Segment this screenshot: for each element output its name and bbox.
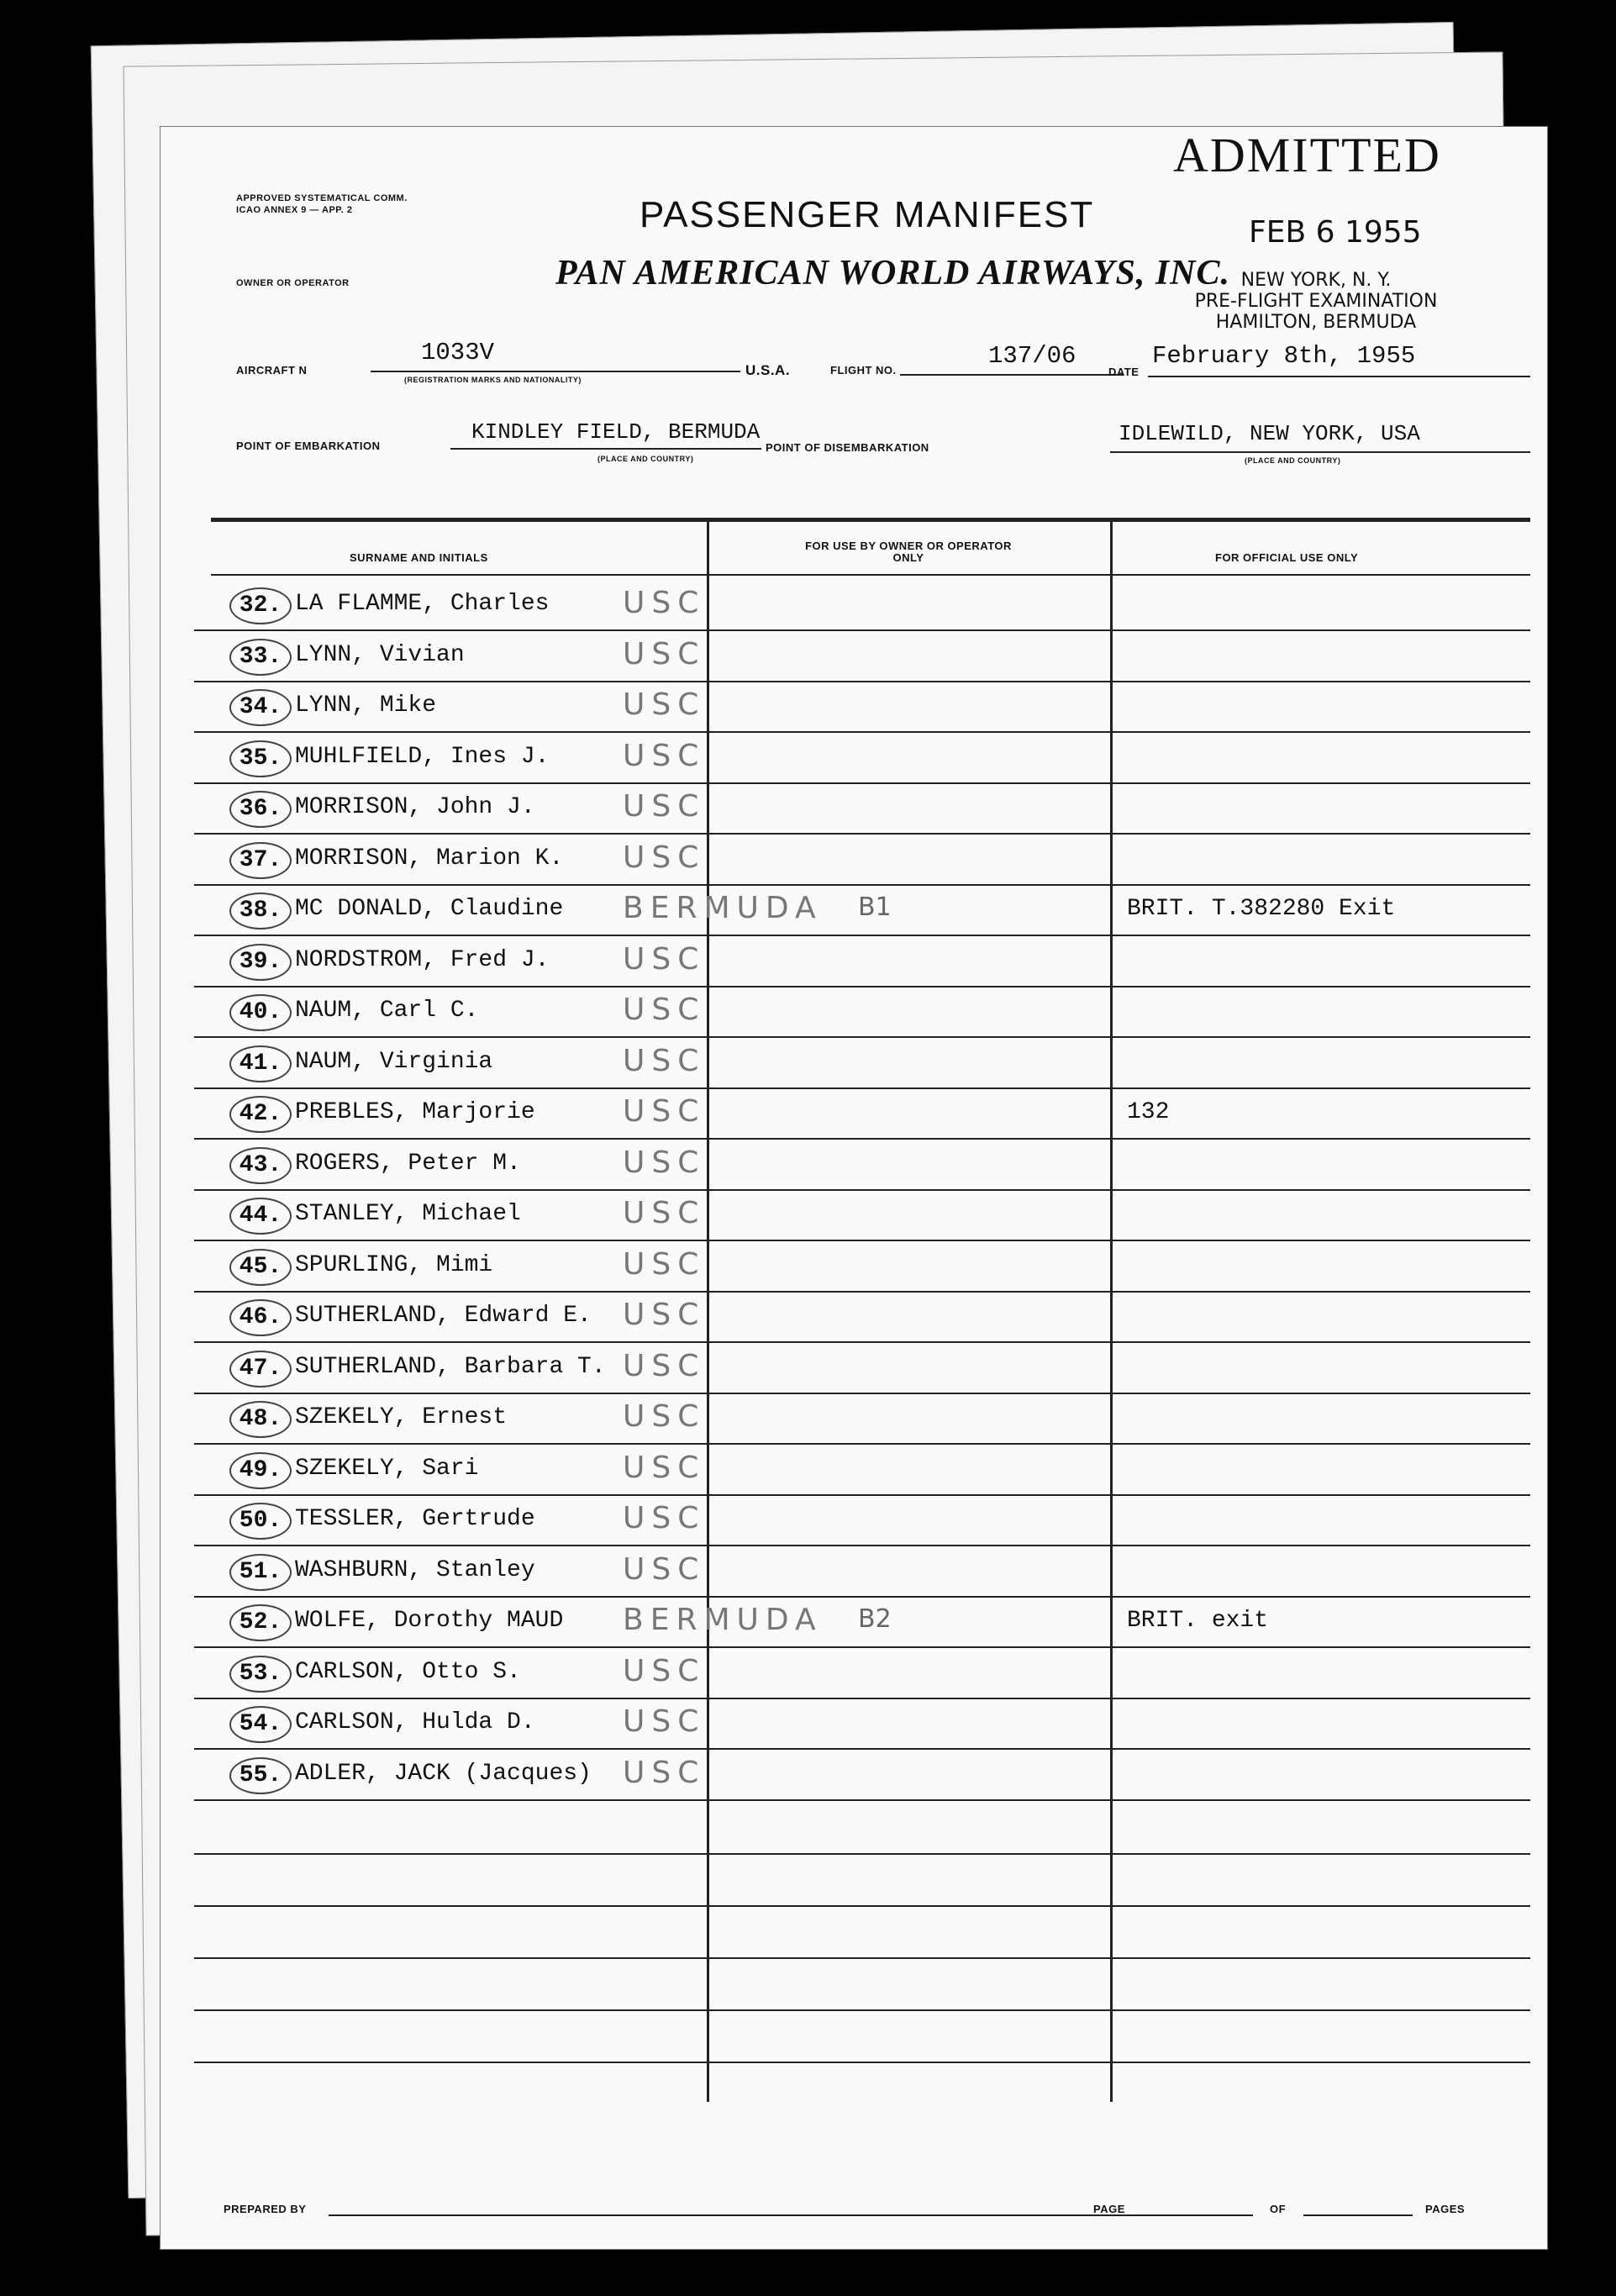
passenger-name: MUHLFIELD, Ines J. — [295, 743, 550, 770]
table-row — [194, 1344, 1530, 1394]
manifest-page — [160, 126, 1548, 2250]
row-number: 47. — [229, 1351, 292, 1388]
passenger-name: PREBLES, Marjorie — [295, 1099, 535, 1125]
passenger-name: NORDSTROM, Fred J. — [295, 946, 550, 973]
row-number: 54. — [229, 1706, 292, 1743]
stamp-date: FEB 6 1955 — [1249, 215, 1422, 250]
passenger-name: MORRISON, Marion K. — [295, 845, 564, 872]
passenger-name: NAUM, Virginia — [295, 1048, 493, 1075]
table-row — [194, 1751, 1530, 1801]
passenger-name: WOLFE, Dorothy MAUD — [295, 1608, 564, 1634]
aircraft-label: AIRCRAFT N — [236, 364, 308, 377]
stamp-line-2: PRE-FLIGHT EXAMINATION — [1194, 291, 1438, 312]
operator-code: USC — [623, 993, 706, 1027]
disembark-underline — [1110, 451, 1530, 453]
table-row — [194, 1547, 1530, 1598]
passenger-name: ADLER, JACK (Jacques) — [295, 1760, 592, 1787]
table-row — [194, 581, 1530, 631]
table-row — [194, 937, 1530, 987]
row-number: 33. — [229, 639, 292, 676]
empty-row-rule — [194, 1853, 1530, 1855]
operator-note: B2 — [858, 1604, 892, 1634]
row-number: 37. — [229, 842, 292, 879]
operator-code: USC — [623, 840, 706, 875]
aircraft-underline — [371, 371, 740, 372]
official-note: BRIT. T.382280 Exit — [1127, 896, 1396, 922]
passenger-name: MORRISON, John J. — [295, 794, 535, 820]
operator-code: USC — [623, 1501, 706, 1535]
table-row — [194, 1242, 1530, 1293]
row-number: 40. — [229, 994, 292, 1031]
row-number: 48. — [229, 1401, 292, 1438]
empty-row-rule — [194, 1957, 1530, 1959]
operator-code: BERMUDA — [623, 891, 823, 925]
date-underline — [1148, 376, 1530, 377]
operator-code: USC — [623, 636, 706, 671]
operator-code: USC — [623, 1043, 706, 1078]
empty-row-rule — [194, 1905, 1530, 1907]
embark-label: POINT OF EMBARKATION — [236, 440, 381, 452]
operator-code: USC — [623, 1094, 706, 1129]
operator-code: USC — [623, 1755, 706, 1790]
passenger-name: SZEKELY, Ernest — [295, 1404, 508, 1430]
operator-code: USC — [623, 1653, 706, 1688]
passenger-name: STANLEY, Michael — [295, 1201, 521, 1227]
date-label: DATE — [1108, 366, 1140, 378]
header-bottom-rule — [211, 574, 1530, 576]
col-surname-header: SURNAME AND INITIALS — [350, 551, 488, 564]
row-number: 45. — [229, 1249, 292, 1286]
embark-caption: (PLACE AND COUNTRY) — [597, 455, 694, 463]
table-row — [194, 682, 1530, 733]
flight-value: 137/06 — [988, 342, 1076, 370]
operator-code: USC — [623, 1704, 706, 1739]
operator-code: USC — [623, 1246, 706, 1282]
table-row — [194, 1140, 1530, 1191]
table-row — [194, 1446, 1530, 1496]
operator-code: USC — [623, 738, 706, 773]
manifest-title: PASSENGER MANIFEST — [640, 194, 1095, 235]
disembark-caption: (PLACE AND COUNTRY) — [1245, 456, 1341, 465]
stamp-line-3: HAMILTON, BERMUDA — [1215, 312, 1417, 333]
table-row — [194, 1394, 1530, 1445]
passenger-name: TESSLER, Gertrude — [295, 1506, 535, 1532]
passenger-name: SZEKELY, Sari — [295, 1455, 479, 1482]
row-number: 55. — [229, 1757, 292, 1794]
passenger-name: LYNN, Mike — [295, 692, 437, 719]
table-row — [194, 1496, 1530, 1546]
passenger-name: NAUM, Carl C. — [295, 998, 479, 1024]
table-row — [194, 987, 1530, 1038]
date-value: February 8th, 1955 — [1152, 342, 1416, 370]
empty-row-rule — [194, 2062, 1530, 2063]
table-row — [194, 632, 1530, 682]
row-number: 36. — [229, 791, 292, 828]
row-number: 44. — [229, 1198, 292, 1235]
row-number: 38. — [229, 893, 292, 929]
official-note: BRIT. exit — [1127, 1608, 1269, 1634]
table-row — [194, 784, 1530, 835]
disembark-label: POINT OF DISEMBARKATION — [766, 441, 929, 454]
passenger-name: CARLSON, Hulda D. — [295, 1709, 535, 1735]
operator-code: USC — [623, 687, 706, 722]
table-row — [194, 1598, 1530, 1648]
operator-code: USC — [623, 1450, 706, 1485]
operator-code: USC — [623, 1348, 706, 1383]
pages-label: PAGES — [1425, 2203, 1466, 2215]
row-number: 53. — [229, 1656, 292, 1693]
operator-code: USC — [623, 1399, 706, 1434]
passenger-name: SUTHERLAND, Barbara T. — [295, 1353, 606, 1380]
table-row — [194, 1293, 1530, 1343]
page-label: PAGE — [1093, 2203, 1125, 2215]
table-row — [194, 1191, 1530, 1241]
registration-caption: (REGISTRATION MARKS AND NATIONALITY) — [404, 376, 582, 384]
page-count-line — [1303, 2214, 1413, 2216]
row-number: 52. — [229, 1604, 292, 1641]
empty-row-rule — [194, 2009, 1530, 2011]
embark-underline — [450, 448, 761, 450]
operator-code: USC — [623, 1145, 706, 1180]
operator-code: USC — [623, 941, 706, 977]
row-number: 41. — [229, 1045, 292, 1082]
col-official-header: FOR OFFICIAL USE ONLY — [1215, 551, 1359, 564]
passenger-name: MC DONALD, Claudine — [295, 896, 564, 922]
row-number: 50. — [229, 1503, 292, 1540]
row-number: 49. — [229, 1452, 292, 1489]
operator-code: USC — [623, 1196, 706, 1230]
official-note: 132 — [1127, 1099, 1170, 1125]
prepared-by-label: PREPARED BY — [224, 2203, 307, 2215]
flight-label: FLIGHT NO. — [830, 364, 897, 377]
passenger-name: SUTHERLAND, Edward E. — [295, 1303, 592, 1329]
operator-note: B1 — [858, 893, 892, 922]
table-row — [194, 835, 1530, 886]
table-row — [194, 886, 1530, 936]
table-row — [194, 1649, 1530, 1699]
col-operator-header: FOR USE BY OWNER OR OPERATOR ONLY — [805, 540, 1012, 564]
passenger-name: WASHBURN, Stanley — [295, 1556, 535, 1583]
table-row — [194, 1699, 1530, 1750]
usa-label: U.S.A. — [745, 362, 791, 378]
admitted-stamp: ADMITTED — [1173, 128, 1441, 182]
passenger-name: CARLSON, Otto S. — [295, 1658, 521, 1685]
row-number: 39. — [229, 944, 292, 981]
table-top-rule — [211, 518, 1530, 522]
passenger-name: SPURLING, Mimi — [295, 1251, 493, 1278]
of-label: OF — [1270, 2203, 1287, 2215]
row-number: 46. — [229, 1299, 292, 1336]
disembark-value: IDLEWILD, NEW YORK, USA — [1119, 421, 1420, 446]
operator-code: USC — [623, 1298, 706, 1332]
row-number: 32. — [229, 587, 292, 624]
passenger-name: ROGERS, Peter M. — [295, 1150, 521, 1177]
airline-name: PAN AMERICAN WORLD AIRWAYS, INC. — [555, 254, 1231, 292]
embark-value: KINDLEY FIELD, BERMUDA — [471, 419, 761, 445]
owner-label: OWNER OR OPERATOR — [236, 278, 350, 288]
operator-code: BERMUDA — [623, 1603, 823, 1637]
row-number: 42. — [229, 1096, 292, 1133]
passenger-name: LYNN, Vivian — [295, 641, 465, 668]
aircraft-value: 1033V — [421, 339, 495, 366]
approval-note: APPROVED SYSTEMATICAL COMM. ICAO ANNEX 9 — APP. 2 — [236, 193, 408, 215]
operator-code: USC — [623, 586, 706, 620]
table-row — [194, 734, 1530, 784]
operator-code: USC — [623, 1551, 706, 1587]
row-number: 51. — [229, 1554, 292, 1591]
table-row — [194, 1089, 1530, 1140]
operator-code: USC — [623, 789, 706, 824]
row-number: 34. — [229, 689, 292, 726]
row-number: 43. — [229, 1147, 292, 1184]
row-rule — [194, 1799, 1530, 1801]
flight-underline — [900, 374, 1123, 376]
table-row — [194, 1039, 1530, 1089]
row-number: 35. — [229, 740, 292, 777]
stamp-line-1: NEW YORK, N. Y. — [1240, 270, 1392, 291]
passenger-name: LA FLAMME, Charles — [295, 591, 550, 617]
